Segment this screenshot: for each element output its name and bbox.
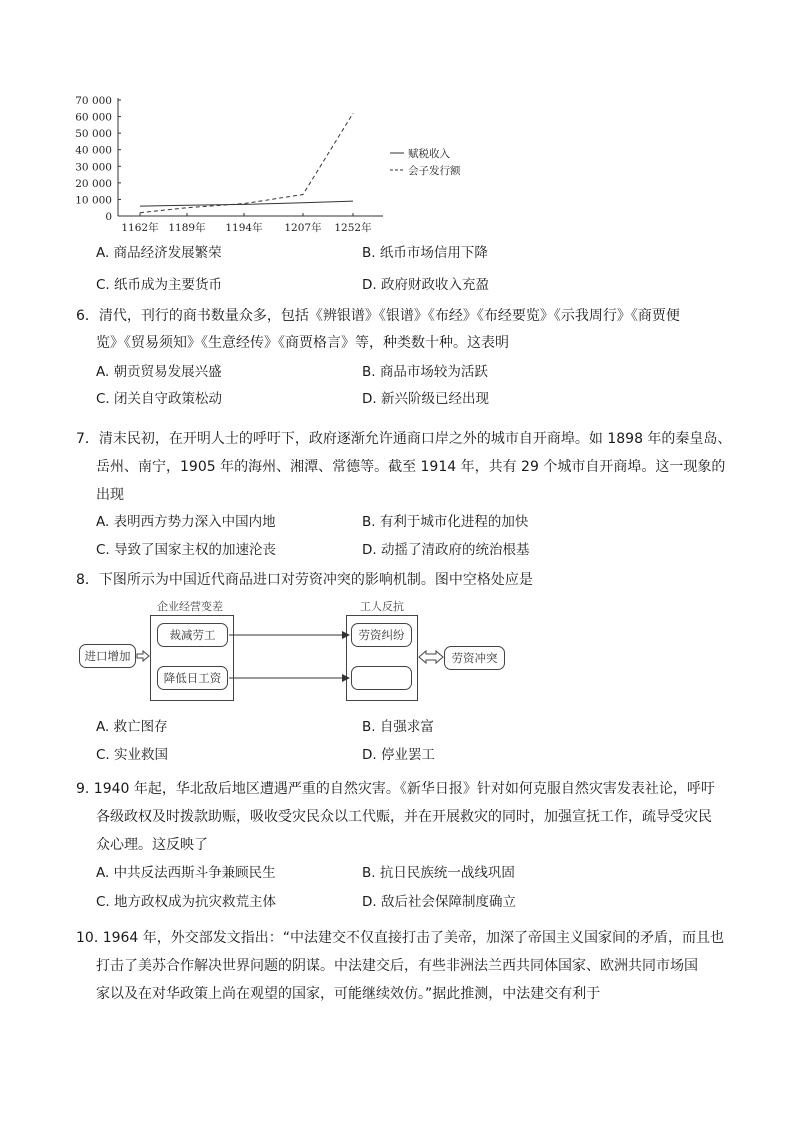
q9-option-a[interactable]: A. 中共反法西斯斗争兼顾民生 bbox=[96, 865, 276, 881]
q5-option-a[interactable]: A. 商品经济发展繁荣 bbox=[96, 245, 222, 261]
x-tick-label: 1207年 bbox=[284, 222, 322, 234]
q7-stem-line3: 出现 bbox=[96, 487, 124, 503]
q7-option-c[interactable]: C. 导致了国家主权的加速沦丧 bbox=[96, 542, 277, 558]
mechanism-diagram bbox=[0, 596, 793, 711]
y-tick-label: 50 000 bbox=[75, 128, 112, 141]
q10-stem-line2: 打击了美苏合作解决世界问题的阴谋。中法建交后，有些非洲法兰西共同体国家、欧洲共同市场国 bbox=[96, 958, 698, 974]
q9-option-d[interactable]: D. 敌后社会保障制度确立 bbox=[362, 894, 516, 910]
q9-stem-line2: 各级政权及时拨款助赈，吸收受灾民众以工代赈，并在开展救灾的同时，加强宣抚工作，疏导受灾民 bbox=[96, 809, 712, 825]
y-tick-label: 30 000 bbox=[75, 161, 112, 174]
q9-option-b[interactable]: B. 抗日民族统一战线巩固 bbox=[362, 865, 515, 881]
q6-option-d[interactable]: D. 新兴阶级已经出现 bbox=[362, 391, 489, 407]
y-tick-label: 40 000 bbox=[75, 144, 112, 157]
q5-option-d[interactable]: D. 政府财政收入充盈 bbox=[362, 277, 489, 293]
y-tick-label: 70 000 bbox=[75, 95, 112, 107]
x-tick-label: 1162年 bbox=[121, 222, 159, 234]
y-tick-label: 10 000 bbox=[75, 194, 112, 207]
q7-option-a[interactable]: A. 表明西方势力深入中国内地 bbox=[96, 514, 276, 530]
labor-dispute-label: 劳资纠纷 bbox=[358, 628, 405, 642]
import-increase-label: 进口增加 bbox=[84, 649, 131, 663]
legend-label-1: 赋税收入 bbox=[408, 148, 450, 160]
q10-stem-line1: 10. 1964 年，外交部发文指出：“中法建交不仅直接打击了美帝，加深了帝国主义国家间的矛盾，而且也 bbox=[76, 930, 725, 946]
q8-option-d[interactable]: D. 停业罢工 bbox=[362, 747, 435, 763]
group-label-workers: 工人反抗 bbox=[360, 600, 404, 613]
legend-label-2: 会子发行额 bbox=[408, 165, 461, 177]
y-tick-label: 0 bbox=[105, 211, 112, 223]
q10-stem-line3: 家以及在对华政策上尚在观望的国家，可能继续效仿。”据此推测，中法建交有利于 bbox=[96, 986, 601, 1002]
diagram-arrows bbox=[0, 596, 793, 711]
q6-option-b[interactable]: B. 商品市场较为活跃 bbox=[362, 364, 488, 380]
q5-option-b[interactable]: B. 纸币市场信用下降 bbox=[362, 245, 488, 261]
x-tick-label: 1252年 bbox=[334, 222, 372, 234]
q6-stem-line1: 6．清代，刊行的商书数量众多，包括《辨银谱》《银谱》《布经》《布经要览》《示我周行》《商贾便 bbox=[76, 308, 680, 324]
q9-option-c[interactable]: C. 地方政权成为抗灾救荒主体 bbox=[96, 894, 277, 910]
q7-option-d[interactable]: D. 动摇了清政府的统治根基 bbox=[362, 542, 530, 558]
q8-stem: 8．下图所示为中国近代商品进口对劳资冲突的影响机制。图中空格处应是 bbox=[76, 572, 533, 588]
q6-option-c[interactable]: C. 闭关自守政策松动 bbox=[96, 391, 223, 407]
double-arrow-icon bbox=[419, 651, 443, 663]
q7-stem-line1: 7．清末民初，在开明人士的呼吁下，政府逐渐允许通商口岸之外的城市自开商埠。如 1898 年的秦皇岛、 bbox=[76, 431, 732, 447]
q8-option-a[interactable]: A. 救亡图存 bbox=[96, 719, 168, 735]
hollow-arrow-icon bbox=[137, 651, 149, 661]
y-tick-label: 20 000 bbox=[75, 177, 112, 190]
x-tick-label: 1189年 bbox=[168, 222, 206, 234]
cut-labor-label: 裁减劳工 bbox=[169, 628, 216, 642]
x-tick-label: 1194年 bbox=[225, 222, 263, 234]
labor-conflict-label: 劳资冲突 bbox=[451, 651, 498, 665]
q6-option-a[interactable]: A. 朝贡贸易发展兴盛 bbox=[96, 364, 222, 380]
q8-option-c[interactable]: C. 实业救国 bbox=[96, 747, 169, 763]
q8-option-b[interactable]: B. 自强求富 bbox=[362, 719, 434, 735]
q9-stem-line1: 9. 1940 年起，华北敌后地区遭遇严重的自然灾害。《新华日报》针对如何克服自然灾害发表社论，呼吁 bbox=[76, 781, 715, 797]
y-tick-label: 60 000 bbox=[75, 111, 112, 124]
q5-option-c[interactable]: C. 纸币成为主要货币 bbox=[96, 277, 223, 293]
line-chart bbox=[0, 90, 793, 330]
lower-wage-label: 降低日工资 bbox=[163, 671, 222, 685]
group-label-business: 企业经营变差 bbox=[157, 600, 223, 613]
q7-option-b[interactable]: B. 有利于城市化进程的加快 bbox=[362, 514, 529, 530]
q7-stem-line2: 岳州、南宁，1905 年的海州、湘潭、常德等。截至 1914 年，共有 29 个城市自开商埠。这一现象的 bbox=[96, 459, 726, 475]
series-line-2 bbox=[140, 113, 353, 212]
q9-stem-line3: 众心理。这反映了 bbox=[96, 837, 208, 853]
q6-stem-line2: 览》《贸易须知》《生意经传》《商贾格言》等，种类数十种。这表明 bbox=[96, 335, 509, 351]
